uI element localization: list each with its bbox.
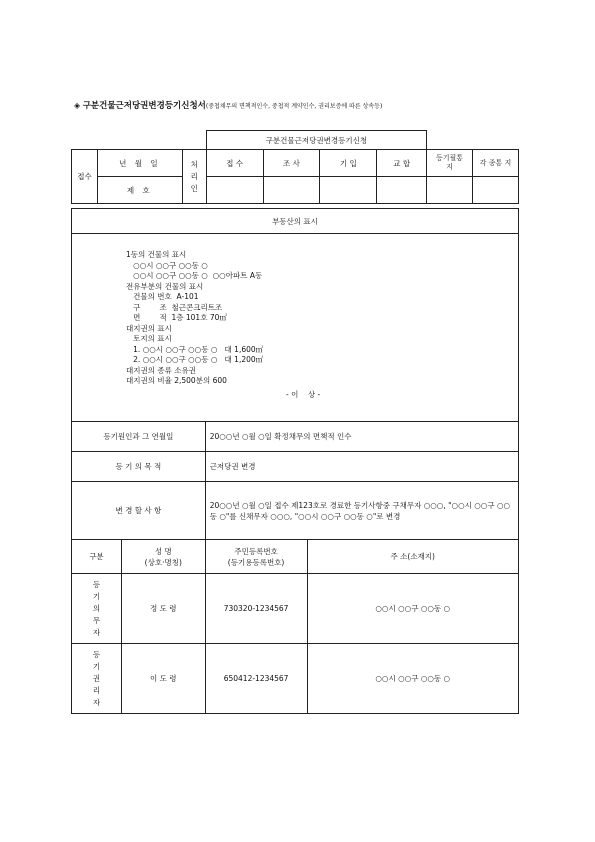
document-title	[74, 99, 382, 111]
property-line: 전유부분의 건물의 표시	[126, 281, 204, 291]
field-label-cause: 등기원인과 그 연월일	[72, 422, 206, 452]
property-line: 대지권의 표시	[126, 323, 172, 333]
property-lines	[126, 250, 518, 387]
process-label: 처리인	[182, 150, 206, 204]
receipt-date: 년 월 일	[97, 150, 182, 177]
party-header-name: 성 명 (상호·명칭)	[121, 540, 205, 574]
party-id-obligor: 730320-1234567	[205, 574, 307, 644]
field-value-change: 20○○년 ○월 ○일 접수 제123호로 경료한 등기사항중 구채무자 ○○○, "○○시 ○○구 ○○동 ○"를 신채무자 ○○○, "○○시 ○○구 ○○동 ○"로 변경	[205, 482, 518, 540]
title-main: 구분건물근저당권변경등기신청서	[82, 101, 206, 111]
property-line: 1. ○○시 ○○구 ○○동 ○ 대 1,600㎡	[126, 344, 264, 354]
property-line: 토지의 표시	[126, 334, 172, 343]
field-value-purpose: 근저당권 변경	[205, 452, 518, 482]
table-row	[72, 644, 519, 714]
cell-inspect	[263, 177, 320, 204]
field-value-cause: 20○○년 ○월 ○일 확정채무의 면책적 인수	[205, 422, 518, 452]
property-line: 구 조 철근콘크리트조	[126, 302, 223, 312]
property-description	[72, 234, 519, 422]
receipt-header: 구분건물근저당권변경등기신청	[206, 131, 426, 150]
property-line: ○○시 ○○구 ○○동 ○ ○○아파트 A동	[126, 271, 263, 280]
receipt-table	[71, 130, 519, 204]
field-label-change: 변 경 할 사 항	[72, 482, 206, 540]
property-line: 1동의 건물의 표시	[126, 250, 187, 259]
cell-notice-misc	[473, 177, 519, 204]
party-address-obligor: ○○시 ○○구 ○○동 ○	[307, 574, 519, 644]
col-receive: 접 수	[206, 150, 263, 177]
col-check: 교 합	[377, 150, 427, 177]
party-id-holder: 650412-1234567	[205, 644, 307, 714]
property-header: 부동산의 표시	[72, 209, 519, 234]
party-kind-obligor: 등기의무자	[72, 574, 122, 644]
col-notice-misc: 각 종통 지	[473, 150, 519, 177]
cell-check	[377, 177, 427, 204]
field-label-purpose: 등 기 의 목 적	[72, 452, 206, 482]
property-line: 2. ○○시 ○○구 ○○동 ○ 대 1,200㎡	[126, 355, 264, 364]
party-kind-holder: 등기권리자	[72, 644, 122, 714]
party-name-obligor: 정 도 령	[121, 574, 205, 644]
cell-receive	[206, 177, 263, 204]
application-table	[71, 208, 519, 714]
receipt-number: 제 호	[97, 177, 182, 204]
property-line: 면 적 1층 101호 70㎡	[126, 313, 227, 322]
party-header-id: 주민등록번호 (등기용등록번호)	[205, 540, 307, 574]
cell-notice-done	[427, 177, 473, 204]
title-sub: (중첩채무의 면책적인수, 중첩적 계약인수, 권리보증에 따른 상속등)	[205, 103, 383, 110]
property-line: 대지권의 비율 2,500분의 600	[126, 376, 227, 385]
cell-entry	[320, 177, 377, 204]
property-line: 건물의 번호 A-101	[126, 292, 199, 301]
col-entry: 기 입	[320, 150, 377, 177]
table-row	[72, 574, 519, 644]
property-line: 대지권의 종류 소유권	[126, 365, 196, 375]
party-header-kind: 구분	[72, 540, 122, 574]
party-header-address: 주 소(소재지)	[307, 540, 519, 574]
receipt-label: 접수	[72, 150, 98, 204]
property-end: - 이 상 -	[286, 389, 321, 399]
party-name-holder: 이 도 령	[121, 644, 205, 714]
bullet-icon: ◈	[74, 101, 81, 110]
property-line: ○○시 ○○구 ○○동 ○	[126, 260, 208, 270]
party-address-holder: ○○시 ○○구 ○○동 ○	[307, 644, 519, 714]
col-notice-done: 등기필통 지	[427, 150, 473, 177]
col-inspect: 조 사	[263, 150, 320, 177]
